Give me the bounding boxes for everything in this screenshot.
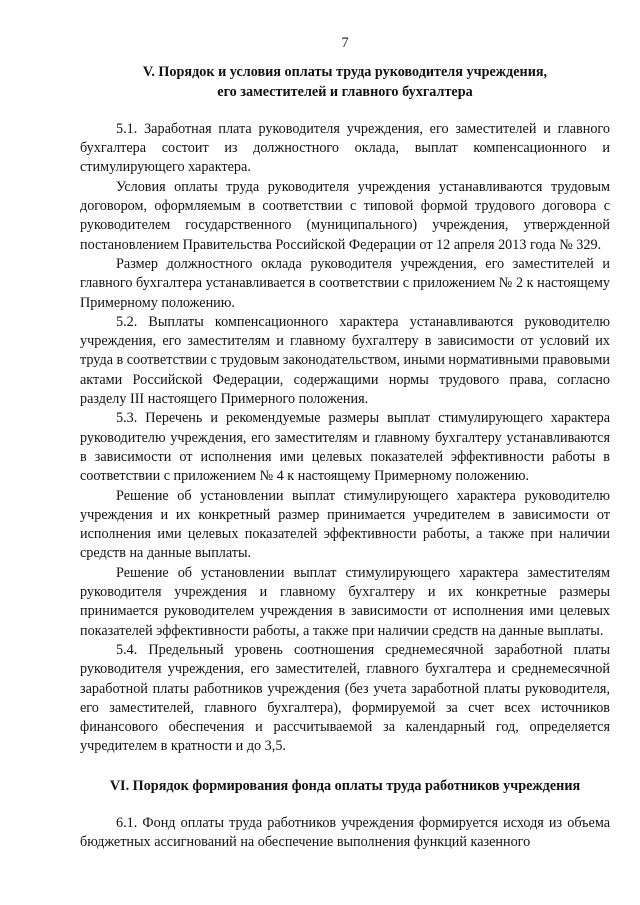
paragraph-6-1: 6.1. Фонд оплаты труда работников учреждения формируется исходя из объема бюджетных ассигнований на обеспечение выполнения функций казенного — [80, 814, 610, 851]
paragraph-5-4: 5.4. Предельный уровень соотношения среднемесячной заработной платы руководителя учреждения, его заместителей, главного бухгалтера и среднемесячной заработной платы работников учреждения (без учета заработной платы руководителя, его заместителей, главного бухгалтера), формируемой за счет всех источников финансового обеспечения и рассчитываемой за календарный год, определяется учредителем в кратности и до 3,5. — [80, 641, 610, 755]
section-vi-heading: VI. Порядок формирования фонда оплаты труда работников учреждения — [109, 777, 581, 794]
paragraph-salary-size: Размер должностного оклада руководителя учреждения, его заместителей и главного бухгалтера устанавливается в соответствии с приложением № 2 к настоящему Примерному положению. — [80, 255, 610, 311]
paragraph-5-2: 5.2. Выплаты компенсационного характера устанавливаются руководителю учреждения, его заместителям и главному бухгалтеру в зависимости от условий их труда в соответствии с трудовым законодательством, иными нормативными правовыми актами Российской Федерации, содержащими нормы трудового права, согласно разделу III настоящего Примерного положения. — [80, 313, 610, 408]
paragraph-5-3: 5.3. Перечень и рекомендуемые размеры выплат стимулирующего характера руководителю учреждения, его заместителям и главному бухгалтеру устанавливаются в зависимости от исполнения ими целевых показателей эффективности работы в соответствии с приложением № 4 к настоящему Примерному положению. — [80, 410, 610, 485]
page-number: 7 — [341, 35, 349, 51]
section-v-heading — [80, 63, 610, 102]
paragraph-deputies-incentive: Решение об установлении выплат стимулирующего характера заместителям руководителя учреждения и главному бухгалтеру и их конкретные размеры принимается руководителем учреждения в зависимости от исполнения ими целевых показателей эффективности работы, а также при наличии средств на данные выплаты. — [80, 564, 610, 639]
paragraph-labor-conditions: Условия оплаты труда руководителя учреждения устанавливаются трудовым договором, оформляемым в соответствии с типовой формой трудового договора с руководителем государственного (муниципального) учреждения, утвержденной постановлением Правительства Российской Федерации от 12 апреля 2013 года № 329. — [80, 178, 610, 253]
paragraph-director-incentive: Решение об установлении выплат стимулирующего характера руководителю учреждения и их конкретный размер принимается учредителем в зависимости от исполнения ими целевых показателей эффективности работы, а также при наличии средств на данные выплаты. — [80, 487, 610, 562]
section-v-heading-line-2: его заместителей и главного бухгалтера — [217, 83, 473, 100]
paragraph-5-1: 5.1. Заработная плата руководителя учреждения, его заместителей и главного бухгалтера состоит из должностного оклада, выплат компенсационного и стимулирующего характера. — [80, 120, 610, 176]
section-v-heading-line-1: V. Порядок и условия оплаты труда руководителя учреждения, — [142, 64, 548, 81]
